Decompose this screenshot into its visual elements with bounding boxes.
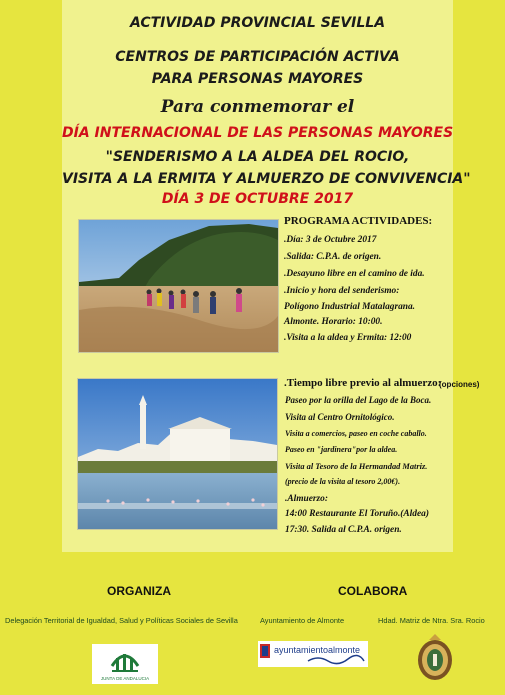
program-item-2: .Desayuno libre en el camino de ida. [284,269,425,279]
junta-logo-text: JUNTA DE ANDALUCIA [100,676,150,681]
program-item-0: .Día: 3 de Octubre 2017 [284,235,377,245]
header-line-5: DÍA INTERNACIONAL DE LAS PERSONAS MAYORES [62,125,454,141]
header-line-8: DÍA 3 DE OCTUBRE 2017 [161,191,354,207]
afternoon-line-8: 17:30. Salida al C.P.A. origen. [285,525,402,535]
program-item-3: .Inicio y hora del senderismo: [284,286,400,296]
afternoon-line-3: Paseo en "jardinera"por la aldea. [285,445,398,454]
options-label: (opciones) [439,380,480,389]
program-item-4: Polígono Industrial Matalagrana. [284,302,416,312]
almonte-logo [258,641,368,667]
afternoon-line-0: Paseo por la orilla del Lago de la Boca. [285,395,432,405]
header-line-4: Para conmemorar el [160,97,355,117]
header-line-3: PARA PERSONAS MAYORES [151,71,364,87]
hermandad-text: Hdad. Matriz de Ntra. Sra. Rocio [378,616,485,625]
afternoon-line-5: (precio de la visita al tesoro 2,00€). [285,477,401,486]
colabora-label: COLABORA [338,584,408,598]
program-item-5: Almonte. Horario: 10:00. [284,317,383,327]
delegacion-text: Delegación Territorial de Igualdad, Salud y Políticas Sociales de Sevilla [5,616,238,625]
almonte-logo-text: ayuntamientoalmonte [274,645,361,655]
header-line-1: ACTIVIDAD PROVINCIAL SEVILLA [129,15,386,31]
junta-logo [92,644,158,684]
afternoon-line-2: Visita a comercios, paseo en coche caballo. [285,429,427,438]
afternoon-line-4: Visita al Tesoro de la Hermandad Matriz. [285,462,428,471]
ayuntamiento-text: Ayuntamiento de Almonte [260,616,345,625]
organiza-label: ORGANIZA [107,584,171,598]
afternoon-line-7: 14:00 Restaurante El Toruño.(Aldea) [285,509,429,519]
afternoon-line-6: .Almuerzo: [285,494,328,504]
program-title: PROGRAMA ACTIVIDADES: [284,215,433,227]
hermandad-emblem [413,632,457,682]
free-time-title: .Tiempo libre previo al almuerzo: [284,377,442,389]
program-item-1: .Salida: C.P.A. de origen. [284,252,382,262]
header-line-2: CENTROS DE PARTICIPACIÓN ACTIVA [115,49,400,65]
hiking-photo [78,219,279,353]
header-line-7: VISITA A LA ERMITA Y ALMUERZO DE CONVIVENCIA" [62,171,471,187]
ermita-photo [77,378,278,530]
header-line-6: "SENDERISMO A LA ALDEA DEL ROCIO, [105,149,410,165]
program-item-6: .Visita a la aldea y Ermita: 12:00 [284,333,412,343]
afternoon-line-1: Visita al Centro Ornitológico. [285,412,395,422]
